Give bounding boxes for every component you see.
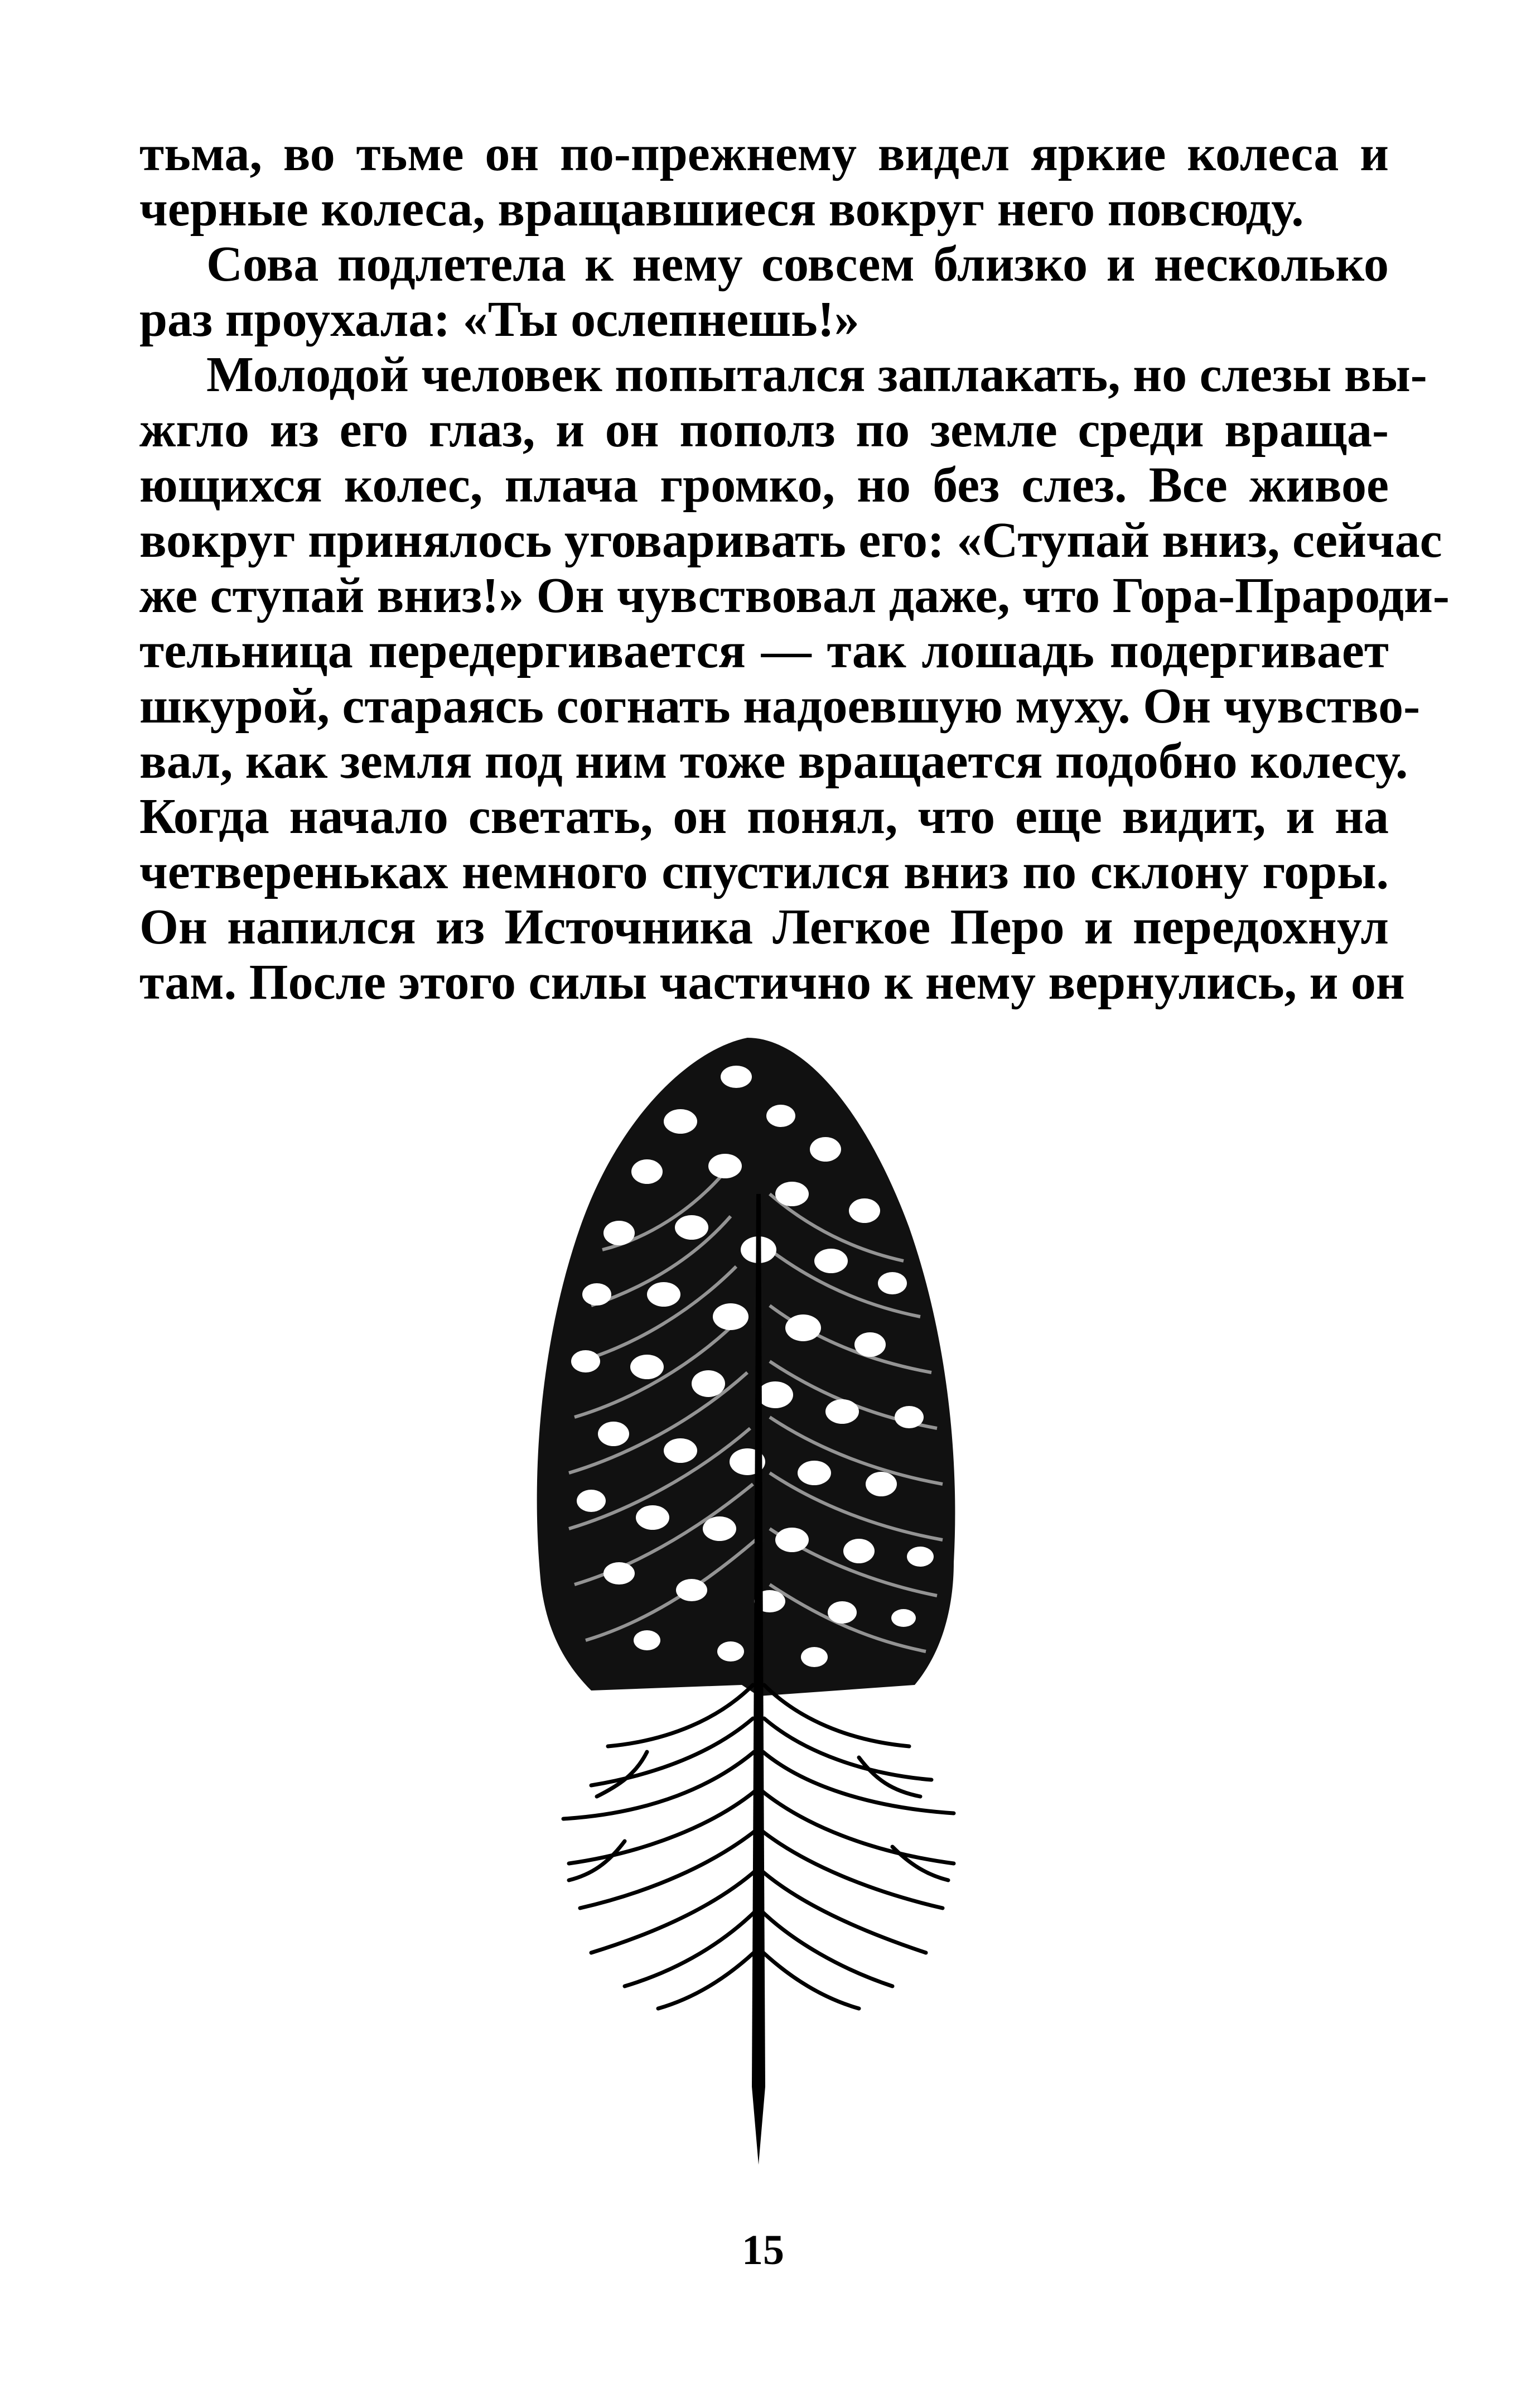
text-line: тьма, во тьме он по-прежнему видел яркие колеса и	[139, 126, 1389, 181]
text-line: черные колеса, вращавшиеся вокруг него повсюду.	[139, 181, 1304, 237]
text-line: ющихся колес, плача громко, но без слез. Все живое	[139, 457, 1389, 513]
text-line: четвереньках немного спустился вниз по склону горы.	[139, 844, 1389, 899]
text-line: там. После этого силы частично к нему вернулись, и он	[139, 955, 1405, 1010]
text-line: вал, как земля под ним тоже вращается подобно колесу.	[139, 734, 1408, 789]
text-line: шкурой, стараясь согнать надоевшую муху. Он чувство-	[139, 678, 1421, 734]
feather-vane	[537, 1038, 955, 1696]
text-line: Когда начало светать, он понял, что еще видит, и на	[139, 789, 1389, 844]
text-line: Он напился из Источника Легкое Перо и передохнул	[139, 899, 1389, 955]
text-line: тельница передергивается — так лошадь подергивает	[139, 623, 1389, 678]
text-line: раз проухала: «Ты ослепнешь!»	[139, 292, 859, 347]
feather-illustration	[480, 1027, 1037, 2176]
text-line: Сова подлетела к нему совсем близко и несколько	[206, 237, 1389, 292]
page-number: 15	[742, 2227, 784, 2274]
text-line: же ступай вниз!» Он чувствовал даже, что Гора-Прароди-	[139, 568, 1450, 623]
body-text	[139, 126, 1450, 1010]
text-line: Молодой человек попытался заплакать, но слезы вы-	[206, 347, 1427, 402]
text-line: жгло из его глаз, и он пополз по земле среди враща-	[139, 402, 1389, 457]
feather-icon	[480, 1027, 1037, 2176]
text-line: вокруг принялось уговаривать его: «Ступай вниз, сейчас	[139, 513, 1442, 568]
